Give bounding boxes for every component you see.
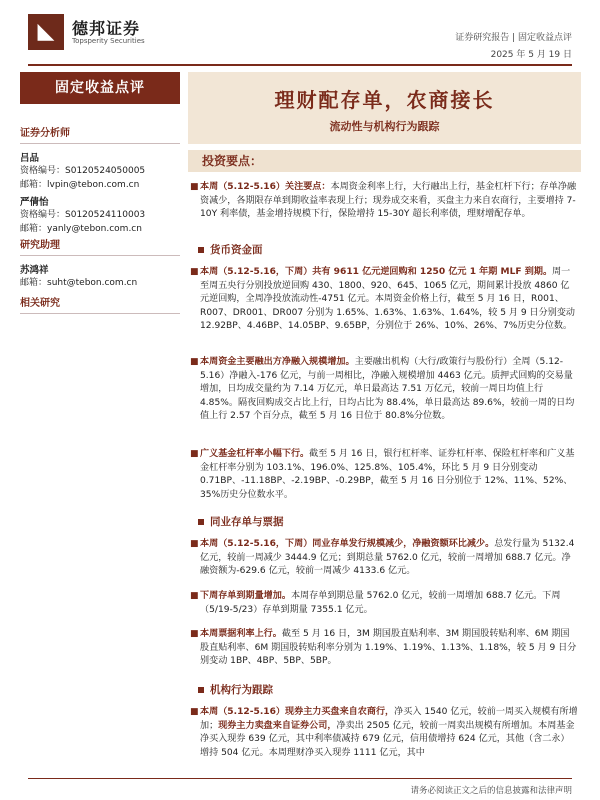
analysts-block	[20, 124, 180, 236]
analysts-heading: 证券分析师	[20, 124, 180, 144]
analyst-email[interactable]: 邮箱：yanly@tebon.com.cn	[20, 224, 142, 234]
summary-text: 本周资金利率上行，大行融出上行，基金杠杆下行；存单净融资减少，各期限存单到期收益率表现上行；现券成交来看，买盘主力来自农商行，主要增持 7-10Y 利率债，基金增持规模下行，保险增持 15-30Y 超长利率债，理财增配存单。	[200, 182, 577, 220]
report-date: 2025 年 5 月 19 日	[490, 50, 572, 60]
bullet-icon: ■	[190, 629, 199, 639]
assistant-name: 苏鸿祥	[20, 265, 49, 276]
paragraph	[190, 266, 578, 334]
assistant-heading: 研究助理	[20, 236, 180, 256]
footer-divider	[28, 778, 572, 779]
bullet-icon: ■	[190, 591, 199, 601]
paragraph-lead: 广义基金杠杆率小幅下行。	[200, 449, 310, 459]
header-divider	[28, 64, 572, 66]
paragraph	[190, 356, 578, 424]
paragraph-text: 本周存单到期总量 5762.0 亿元，较前一周增加 688.7 亿元。下周（5/19-5/23）存单到期量 7355.1 亿元。	[200, 591, 561, 615]
paragraph	[190, 538, 578, 579]
logo-mark-icon: ◣	[28, 14, 64, 50]
paragraph	[190, 706, 578, 772]
paragraph-text: 主要融出机构（大行/政策行与股份行）全周（5.12-5.16）净融入-176 亿元，与前一周相比，净融入规模增加 4463 亿元。质押式回购的交易量增加，日均成交量约为 7.14 万亿元，单日最高达 7.51 万亿元，较前一周日均值上行 4.85%。隔夜回购成交占比上行，日均占比为 88.4%，单日最高达 89.6%，较前一周的日均值上行 2.57 个百分点，截至 5 月 16 日位于 80.8%分位数。	[200, 357, 575, 422]
related-block	[20, 294, 180, 320]
paragraph-lead: 现券主力卖盘来自证券公司，	[218, 720, 337, 731]
section-marker-icon	[198, 519, 204, 525]
company-logo	[28, 14, 154, 50]
paragraph-text: 截至 5 月 16 日，银行杠杆率、证券杠杆率、保险杠杆率和广义基金杠杆率分别为 103.1%、196.0%、125.8%、105.4%，环比 5 月 9 日分别变动 0.71BP、-11.18BP、-2.19BP、-0.29BP，截至 5 月 16 日分别位于 12%、11%、52%、35%历史分位数水平。	[200, 449, 575, 500]
assistant-email[interactable]: 邮箱：suht@tebon.com.cn	[20, 278, 138, 288]
section-inst: 机构行为跟踪	[198, 682, 273, 697]
report-type: 证券研究报告 | 固定收益点评	[455, 33, 572, 43]
report-subtitle: 流动性与机构行为跟踪	[329, 120, 440, 133]
paragraph-lead: 下周存单到期量增加。	[200, 591, 291, 601]
category-banner: 固定收益点评	[20, 72, 180, 104]
paragraph	[190, 448, 578, 502]
related-heading: 相关研究	[20, 294, 180, 314]
logo-name-en: Topsperity Securities	[72, 37, 145, 45]
invest-heading: 投资要点：	[188, 150, 581, 172]
bullet-icon: ■	[190, 449, 199, 459]
analyst-cert: 资格编号：S0120524050005	[20, 166, 146, 176]
section-marker-icon	[198, 687, 204, 693]
bullet-icon: ■	[190, 539, 199, 549]
logo-name-cn: 德邦证券	[72, 19, 141, 38]
assistant-block	[20, 236, 180, 290]
section-marker-icon	[198, 247, 204, 253]
paragraph-lead: 本周（5.12-5.16）现券主力买盘来自农商行，	[200, 707, 395, 717]
bullet-icon: ■	[190, 707, 199, 717]
title-banner	[188, 72, 581, 144]
bullet-icon: ■	[190, 357, 199, 367]
paragraph-text: 截至 5 月 16 日，3M 期国股直贴利率、3M 期国股转贴利率、6M 期国股直贴利率、6M 期国股转贴利率分别为 1.19%、1.19%、1.13%、1.18%，较 5 月 9 日分别变动 1BP、4BP、5BP、5BP。	[200, 629, 577, 667]
summary-paragraph	[190, 181, 578, 222]
paragraph-text: 净买入 1540 亿元，较前一周买入规模有所增加；	[200, 707, 578, 731]
bullet-icon: ■	[190, 182, 199, 192]
paragraph-text: 总发行量为 5132.4 亿元，较前一周减少 3444.9 亿元；到期总量 5762.0 亿元，较前一周增加 688.7 亿元。净融资额为-629.6 亿元，较前一周减少 4133.6 亿元。	[200, 539, 575, 577]
paragraph	[190, 590, 578, 617]
section-money: 货币资金面	[198, 242, 263, 257]
analyst-email[interactable]: 邮箱：lvpin@tebon.com.cn	[20, 180, 140, 190]
paragraph	[190, 628, 578, 669]
paragraph-lead: 本周资金主要融出方净融入规模增加。	[200, 357, 355, 367]
report-title: 理财配存单，农商接长	[274, 88, 495, 112]
paragraph-text: 周一至周五央行分别投放逆回购 430、1800、920、645、1065 亿元，期间累计投放 4860 亿元逆回购，全周净投放流动性-4751 亿元。本周资金价格上行，截至 5 月 16 日，R001、R007、DR001、DR007 分别为 1.65%、1.63%、1.63%、1.64%，较 5 月 9 日分别变动 12.92BP、4.46BP、14.05BP、9.65BP，分别位于 26%、10%、26%、7%历史分位数。	[200, 267, 576, 332]
paragraph-lead: 本周（5.12-5.16，下周）同业存单发行规模减少，净融资额环比减少。	[200, 539, 495, 549]
paragraph-lead: 本周票据利率上行。	[200, 629, 282, 639]
footer-disclaimer: 请务必阅读正文之后的信息披露和法律声明	[410, 786, 572, 796]
summary-lead: 本周（5.12-5.16）关注要点：	[200, 182, 331, 192]
paragraph-lead: 本周（5.12-5.16，下周）共有 9611 亿元逆回购和 1250 亿元 1 年期 MLF 到期。	[200, 267, 553, 277]
analyst-name: 吕品	[20, 153, 40, 164]
analyst-name: 严倩怡	[20, 197, 49, 208]
analyst-cert: 资格编号：S0120524110003	[20, 210, 146, 220]
section-cd: 同业存单与票据	[198, 514, 284, 529]
bullet-icon: ■	[190, 267, 199, 277]
paragraph-text: 净卖出 2505 亿元，较前一周卖出规模有所增加。本周基金净买入现券 639 亿元，其中利率债减持 679 亿元，信用债增持 624 亿元，其他（含二永）增持 504 亿元。本周理财净买入现券 1111 亿元，其中	[200, 720, 575, 758]
